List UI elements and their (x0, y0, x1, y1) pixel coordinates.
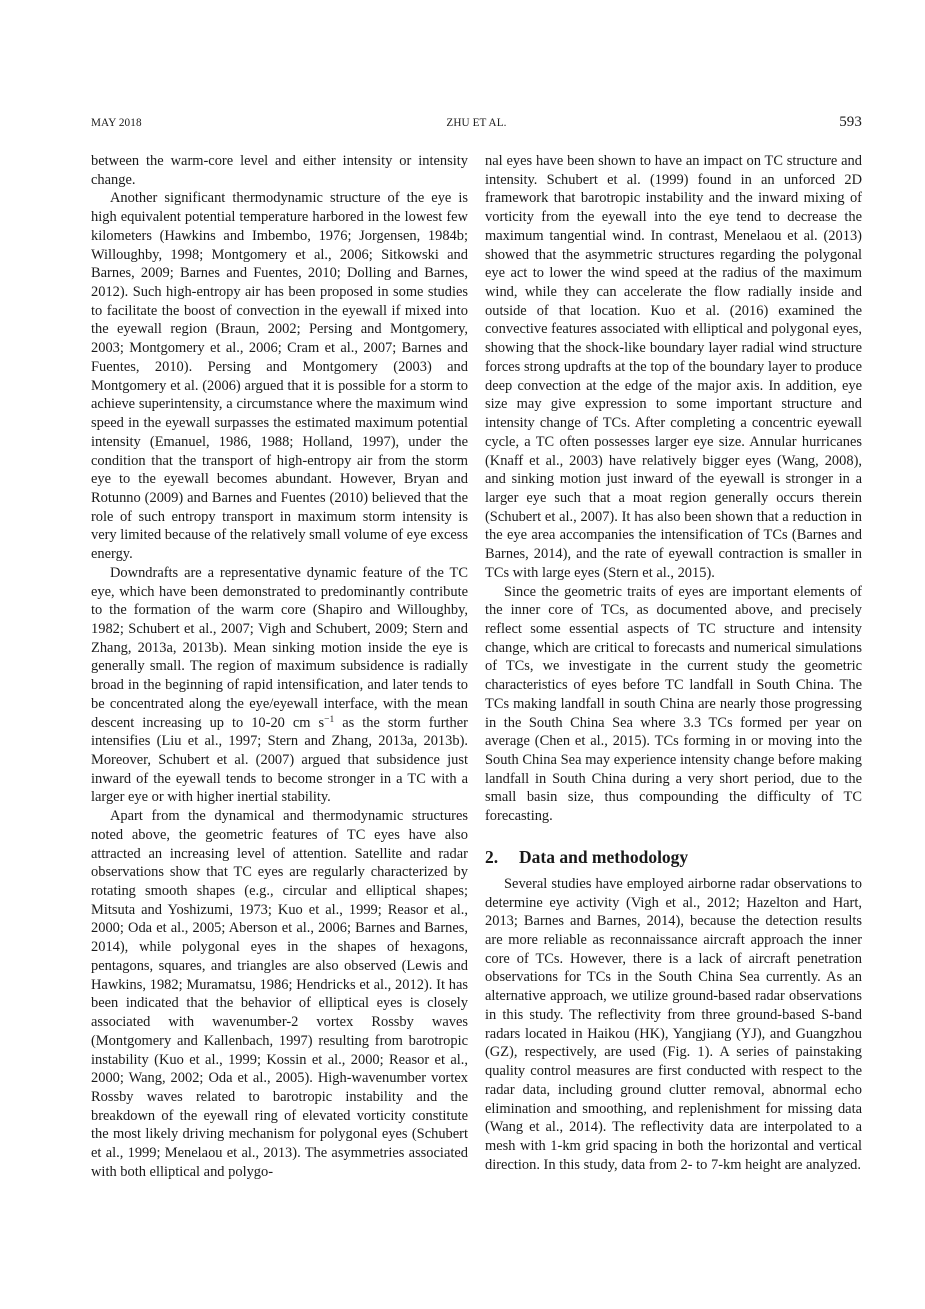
paragraph: nal eyes have been shown to have an impact on TC structure and intensity. Schubert et al. (1999) found in an unforced 2D framework that barotropic instability and the inward mixing of vorticity from the eyewall into the eye tend to decrease the maximum tangential wind. In contrast, Menelaou et al. (2013) showed that the asymmetric structures regarding the polygonal eye act to lower the wind speed at the radius of the maximum wind, while they can accelerate the flow radially inside and outside of that location. Kuo et al. (2016) examined the convective features associated with elliptical and polygonal eyes, showing that the shock-like boundary layer radial wind structure forces strong updrafts at the top of the boundary layer to produce deep convection at the edge of the major axis. In addition, eye size may give expression to some important structure and intensity change of TCs. After completing a concentric eyewall cycle, a TC often possesses larger eye size. Annular hurricanes (Knaff et al., 2003) have relatively bigger eyes (Wang, 2008), and sinking motion just inward of the eyewall is stronger in a larger eye such that a moat region generally occurs therein (Schubert et al., 2007). It has also been shown that a reduction in the eye area accompanies the intensification of TCs (Barnes and Barnes, 2014), and the rate of eyewall contraction is smaller in TCs with large eyes (Stern et al., 2015). (485, 153, 862, 581)
paragraph: Another significant thermodynamic structure of the eye is high equivalent potential temperature harbored in the lowest few kilometers (Hawkins and Imbembo, 1976; Jorgensen, 1984b; Willoughby, 1998; Montgomery et al., 2006; Sitkowski and Barnes, 2009; Barnes and Fuentes, 2010; Dolling and Barnes, 2012). Such high-entropy air has been proposed in some studies to facilitate the boost of convection in the eyewall if mixed into the eyewall region (Braun, 2002; Persing and Montgomery, 2003; Montgomery et al., 2006; Cram et al., 2007; Barnes and Fuentes, 2010). Persing and Montgomery (2003) and Montgomery et al. (2006) argued that it is possible for a storm to achieve superintensity, a circumstance where the maximum wind speed in the eyewall surpasses the estimated maximum potential intensity (Emanuel, 1986, 1988; Holland, 1997), under the condition that the transport of high-entropy air from the storm eye to the eyewall becomes abundant. However, Bryan and Rotunno (2009) and Barnes and Fuentes (2010) believed that the role of such entropy transport in maximum storm intensity is very limited because of the relatively small volume of eye excess energy. (91, 190, 468, 563)
page-number: 593 (839, 114, 862, 130)
header-date: MAY 2018 (91, 117, 142, 129)
superscript: −1 (324, 714, 335, 725)
paragraph-text: Downdrafts are a representative dynamic feature of the TC eye, which have been demonstrated to predominantly contribute to the formation of the warm core (Shapiro and Willoughby, 1982; Schubert et al., 2007; Vigh and Schubert, 2009; Stern and Zhang, 2013a, 2013b). Mean sinking motion inside the eye is generally small. The region of maximum subsidence is radially broad in the beginning of rapid intensification, and later tends to be concentrated along the eye/eyewall interface, with the mean descent increasing up to 10-20 cm s (91, 564, 468, 731)
paragraph: Several studies have employed airborne radar observations to determine eye activity (Vigh et al., 2012; Hazelton and Hart, 2013; Barnes and Barnes, 2014), because the detection results are more reliable as reconnaissance aircraft approach the inner core of TCs. However, there is a lack of aircraft penetration observations for TCs in the South China Sea currently. As an alternative approach, we utilize ground-based radar observations in this study. The reflectivity from three ground-based S-band radars located in Haikou (HK), Yangjiang (YJ), and Guangzhou (GZ), respectively, are used (Fig. 1). A series of painstaking quality control measures are first conducted with respect to the radar data, including ground clutter removal, abnormal echo elimination and smoothing, and replenishment for missing data (Wang et al., 2014). The reflectivity data are interpolated to a mesh with 1-km grid spacing in both the horizontal and vertical direction. In this study, data from 2- to 7-km height are analyzed. (485, 875, 862, 1173)
paragraph: Apart from the dynamical and thermodynamic structures noted above, the geometric features of TC eyes have also attracted an increasing level of attention. Satellite and radar observations show that TC eyes are regularly characterized by rotating smooth shapes (e.g., circular and elliptical shapes; Mitsuta and Yoshizumi, 1973; Kuo et al., 1999; Reasor et al., 2000; Oda et al., 2005; Aberson et al., 2006; Barnes and Barnes, 2014), while polygonal eyes in the shapes of hexagons, pentagons, squares, and triangles are also observed (Lewis and Hawkins, 1982; Muramatsu, 1986; Hendricks et al., 2012). It has been indicated that the behavior of elliptical eyes is closely associated with wavenumber-2 vortex Rossby waves (Montgomery and Kallenbach, 1997) resulting from barotropic instability (Kuo et al., 1999; Kossin et al., 2000; Reasor et al., 2000; Wang, 2002; Oda et al., 2005). High-wavenumber vortex Rossby waves related to barotropic instability and the breakdown of the eyewall ring of elevated vorticity constitute the most likely driving mechanism for polygonal eyes (Schubert et al., 1999; Menelaou et al., 2013). The asymmetries associated with both elliptical and polygo- (91, 808, 468, 1180)
paragraph-text: as the storm further intensifies (Liu et al., 1997; Stern and Zhang, 2013a, 2013b). Moreover, Schubert et al. (2007) argued that subsidence just inward of the eyewall tends to become stronger in a TC with a larger eye or with higher inertial stability. (91, 714, 468, 806)
section-heading (485, 846, 862, 868)
section-number: 2. (485, 846, 499, 867)
right-column (485, 152, 862, 1174)
running-head (91, 116, 862, 134)
paragraph (91, 564, 468, 807)
paragraph: between the warm-core level and either intensity or intensity change. (91, 153, 468, 188)
section-title: Data and methodology (519, 846, 689, 867)
header-authors: ZHU ET AL. (446, 117, 507, 129)
left-column (91, 152, 468, 1182)
paragraph: Since the geometric traits of eyes are important elements of the inner core of TCs, as documented above, and precisely reflect some essential aspects of TC structure and intensity change, which are critical to forecasts and numerical simulations of TCs, we investigate in the current study the geometric characteristics of eyes before TC landfall in South China. The TCs making landfall in south China are nearly those progressing in the South China Sea where 3.3 TCs formed per year on average (Chen et al., 2015). TCs forming in or moving into the South China Sea may experience intensity change before making landfall in South China during a very short period, due to the small basin size, thus compounding the difficulty of TC forecasting. (485, 583, 862, 825)
